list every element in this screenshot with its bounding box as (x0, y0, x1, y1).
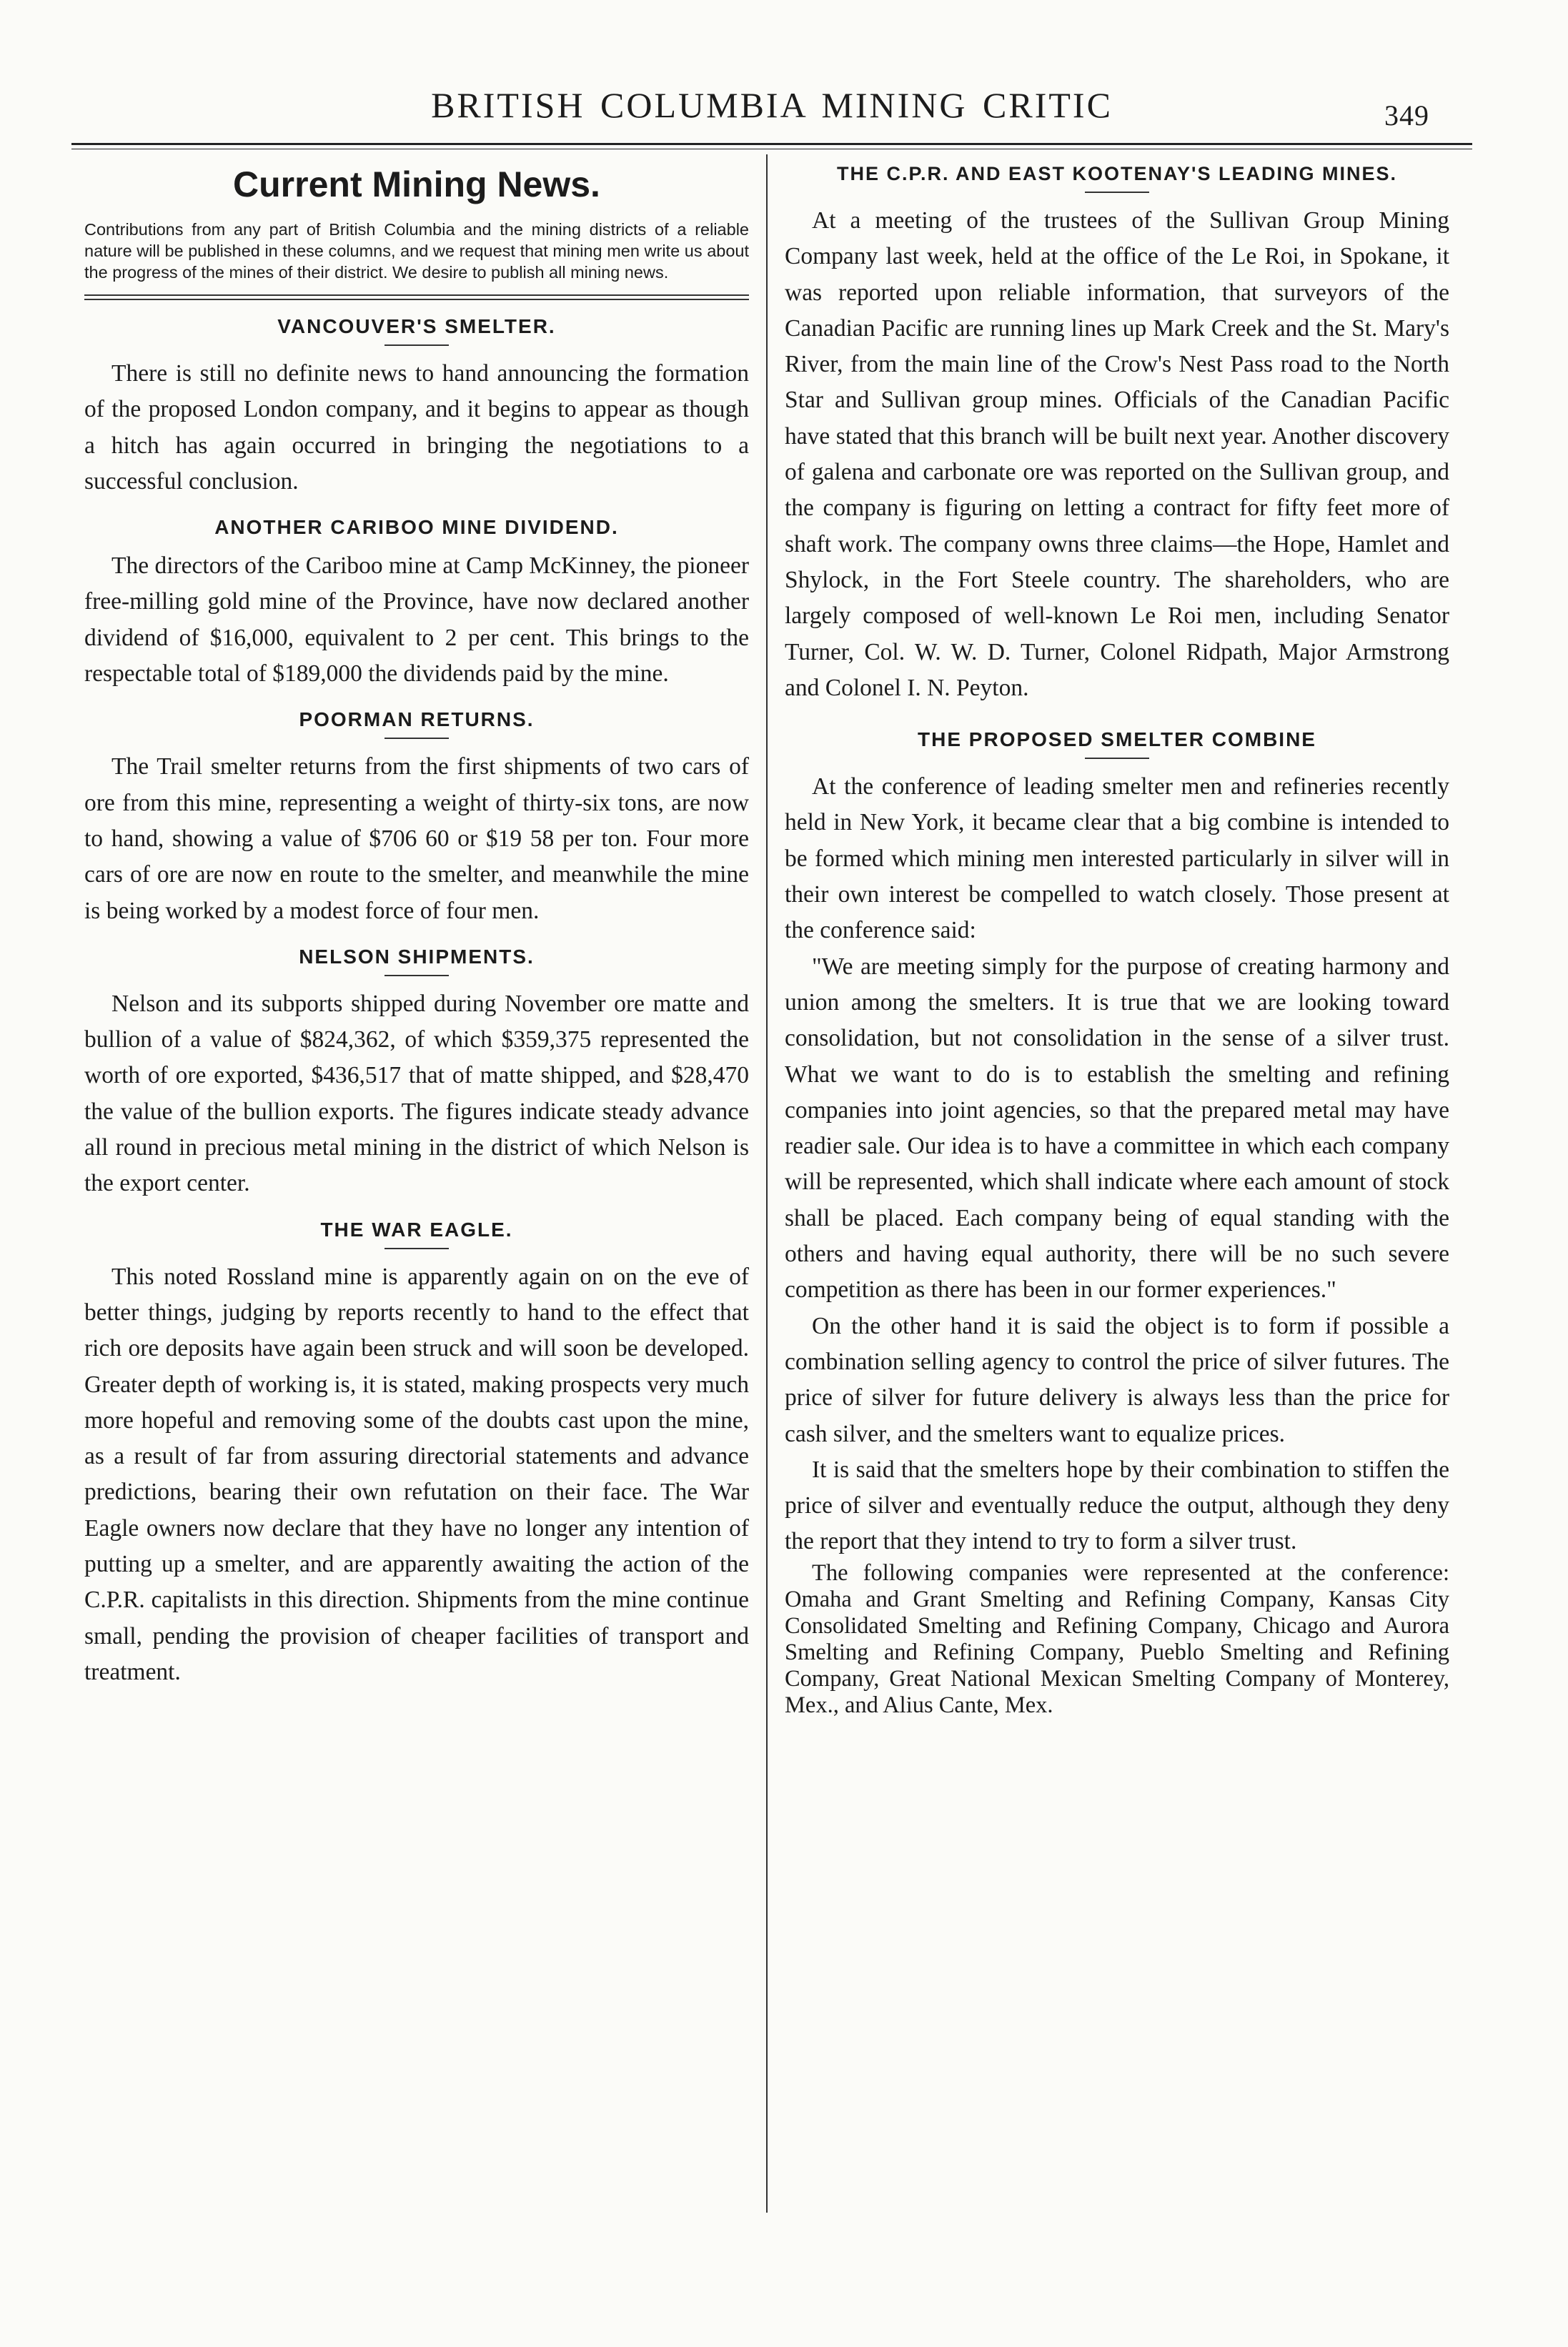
header-rule (71, 143, 1472, 145)
article-title: POORMAN RETURNS. (299, 708, 535, 731)
article-paragraph: The directors of the Cariboo mine at Camp McKinney, the pioneer free-milling gold mine of the Province, have now declared another dividend of $16,000, equivalent to 2 per cent. This brings to the respectable total of $189,000 the dividends paid by the mine. (84, 552, 749, 688)
article-title: ANOTHER CARIBOO MINE DIVIDEND. (214, 516, 619, 539)
article-title: THE C.P.R. AND EAST KOOTENAY'S LEADING MINES. (836, 163, 1397, 184)
article (84, 1218, 749, 1691)
title-rule (1085, 758, 1149, 759)
article-title: THE PROPOSED SMELTER COMBINE (918, 728, 1316, 751)
article-title: VANCOUVER'S SMELTER. (277, 315, 556, 337)
article-paragraph: This noted Rossland mine is apparently again on on the eve of better things, judging by reports recently to hand to the effect that rich ore deposits have again been struck and will soon be developed. Greater depth of working is, it is stated, making prospects very much more hopeful and removing some of the doubts cast upon the mine, as a result of far from assuring directorial statements and advance predictions, bearing their own refutation on their face. The War Eagle owners now declare that they have no longer any intention of putting up a smelter, and are apparently awaiting the action of the C.P.R. capitalists in this direction. Shipments from the mine continue small, pending the provision of cheaper facilities of transport and treatment. (84, 1263, 749, 1685)
article-paragraph: At a meeting of the trustees of the Sullivan Group Mining Company last week, held at the office of the Le Roi, in Spokane, it was reported upon reliable information, that surveyors of the Canadian Pacific are running lines up Mark Creek and the St. Mary's River, from the main line of the Crow's Nest Pass road to the North Star and Sullivan group mines. Officials of the Canadian Pacific have stated that this branch will be built next year. Another discovery of galena and carbonate ore was reported on the Sullivan group, and the company is figuring on letting a contract for fifty feet more of shaft work. The company owns three claims—the Hope, Hamlet and Shylock, in the Fort Steele country. The shareholders, who are largely composed of well-known Le Roi men, including Senator Turner, Col. W. W. D. Turner, Colonel Ridpath, Major Armstrong and Colonel I. N. Peyton. (785, 207, 1449, 701)
article-paragraph: Nelson and its subports shipped during November ore matte and bullion of a value of $824,362, of which $359,375 represented the worth of ore exported, $436,517 that of matte shipped, and $28,470 the value of the bullion exports. The figures indicate steady advance all round in precious metal mining in the district of which Nelson is the export center. (84, 990, 749, 1197)
article (785, 728, 1449, 1719)
article-title: THE WAR EAGLE. (320, 1218, 513, 1241)
article-paragraph: The Trail smelter returns from the first shipments of two cars of ore from this mine, representing a weight of thirty-six tons, are now to hand, showing a value of $706 60 or $19 58 per ton. Four more cars of ore are now en route to the smelter, and meanwhile the mine is being worked by a modest force of four men. (84, 753, 749, 924)
article (84, 708, 749, 928)
title-rule (1085, 192, 1149, 193)
article-paragraph: There is still no definite news to hand announcing the formation of the proposed London company, and it begins to appear as though a hitch has again occurred in bringing the negotiations to a successful conclusion. (84, 360, 749, 495)
column-divider (766, 154, 768, 2213)
page-header (71, 84, 1472, 134)
article-paragraph: At the conference of leading smelter men and refineries recently held in New York, it became clear that a big combine is intended to be formed which mining men interested particularly in silver will in their own interest be compelled to watch closely. Those present at the conference said: (785, 773, 1449, 944)
article-paragraph: The following companies were represented at the conference: Omaha and Grant Smelting and Refining Company, Kansas City Consolidated Smelting and Refining Company, Chicago and Aurora Smelting and Refining Company, Pueblo Smelting and Refining Company, Great National Mexican Smelting Company of Monterey, Mex., and Alius Cante, Mex. (785, 1559, 1449, 1718)
title-rule (384, 1248, 449, 1249)
article (785, 162, 1449, 706)
article (84, 945, 749, 1202)
title-rule (384, 975, 449, 976)
article-paragraph: On the other hand it is said the object is to form if possible a combination selling agency to control the price of silver futures. The price of silver for future delivery is always less than the price for cash silver, and the smelters want to equalize prices. (785, 1312, 1449, 1447)
left-column (84, 162, 749, 1690)
article-paragraph: "We are meeting simply for the purpose of creating harmony and union among the smelters. It is true that we are looking toward consolidation, but not consolidation in the sense of a silver trust. What we want to do is to establish the smelting and refining companies into joint agencies, so that the prepared metal may have readier sale. Our idea is to have a committee in which each company will be represented, which shall indicate where each amount of stock shall be placed. Each company being of equal standing with the others and having equal authority, there will be no such severe competition as there has been in our former experiences." (785, 953, 1449, 1304)
intro-rule (84, 294, 749, 300)
article (84, 515, 749, 692)
page-number: 349 (1384, 99, 1429, 132)
title-rule (384, 738, 449, 739)
intro-note: Contributions from any part of British Columbia and the mining districts of a reliable nature will be published in these columns, and we request that mining men write us about the progress of the mines of their district. We desire to publish all mining news. (84, 220, 749, 282)
right-column (785, 162, 1449, 1719)
main-heading: Current Mining News. (233, 164, 600, 204)
masthead-title: BRITISH COLUMBIA MINING CRITIC (431, 85, 1113, 125)
article-title: NELSON SHIPMENTS. (299, 945, 535, 968)
article (84, 314, 749, 500)
article-paragraph: It is said that the smelters hope by their combination to stiffen the price of silver and eventually reduce the output, although they deny the report that they intend to try to form a silver trust. (785, 1456, 1449, 1555)
title-rule (384, 344, 449, 346)
